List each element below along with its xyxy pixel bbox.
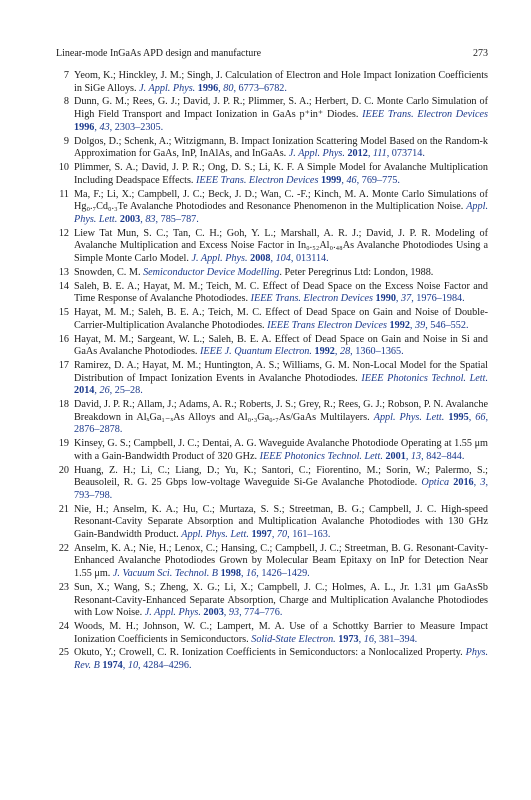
page-number: 273 bbox=[473, 48, 488, 59]
reference-details: 1992, 28, 1360–1365. bbox=[314, 346, 404, 358]
reference-year: 2012 bbox=[347, 148, 368, 160]
reference-pages: 769–775. bbox=[361, 174, 400, 186]
reference-venue: Appl. Phys. Lett. bbox=[74, 201, 488, 225]
reference-item bbox=[56, 281, 488, 306]
reference-year: 1999 bbox=[320, 174, 342, 186]
reference-item bbox=[56, 647, 488, 672]
reference-year: 1996 bbox=[74, 121, 95, 133]
reference-pages: 793–798. bbox=[74, 489, 113, 501]
reference-authors-title: Nie, H.; Anselm, K. A.; Hu, C.; Murtaza, S. S.; Streetman, B. G.; Campbell, J. C. High-speed Resonant-Cavity Separate Absorption and Multiplication Avalanche Photodiodes with 130 GHz Gain-Bandwidth Product. bbox=[74, 503, 488, 540]
reference-volume: 83 bbox=[145, 213, 156, 225]
reference-authors-title: Sun, X.; Wang, S.; Zheng, X. G.; Li, X.; Campbell, J. C.; Holmes, A. L., Jr. 1.31 μm GaAsSb Resonant-Cavity-Enhanced Separate Absorption, Charge and Multiplication Avalanche Photodiodes with Low Noise. bbox=[74, 581, 488, 619]
reference-item bbox=[56, 162, 488, 187]
reference-details: 1996, 80, 6773–6782. bbox=[197, 82, 287, 94]
reference-pages: 1426–1429. bbox=[261, 568, 310, 580]
reference-number: 9 bbox=[63, 135, 69, 147]
reference-authors-title: Huang, Z. H.; Li, C.; Liang, D.; Yu, K.; Santori, C.; Fiorentino, M.; Sorin, W.; Palermo, S.; Beausoleil, R. G. 25 Gbps low-voltage Waveguide Si-Ge Avalanche Photodiode. bbox=[74, 464, 488, 489]
reference-volume: 111 bbox=[372, 148, 387, 160]
reference-venue: J. Appl. Phys. bbox=[144, 607, 201, 619]
reference-item bbox=[56, 504, 488, 542]
reference-year: 2001 bbox=[385, 450, 406, 462]
reference-venue: J. Appl. Phys. bbox=[191, 252, 248, 264]
reference-number: 19 bbox=[58, 438, 69, 450]
reference-volume: 80 bbox=[223, 82, 234, 94]
reference-authors-title: Dunn, G. M.; Rees, G. J.; David, J. P. R.; Plimmer, S. A.; Herbert, D. C. Monte Carlo Simulation of High Field Transport and Impact Ionization in GaAs p⁺in⁺ Diodes. bbox=[74, 96, 488, 121]
reference-number: 11 bbox=[59, 188, 69, 200]
reference-pages: 1976–1984. bbox=[416, 293, 465, 305]
reference-year: 1995 bbox=[448, 411, 469, 423]
reference-number: 7 bbox=[63, 70, 69, 81]
reference-volume: 3 bbox=[480, 477, 486, 489]
reference-authors-title: Woods, M. H.; Johnson, W. C.; Lampert, M. A. Use of a Schottky Barrier to Measure Impact Ionization Coefficients in Semiconductors. bbox=[74, 620, 488, 645]
reference-authors-title: Ma, F.; Li, X.; Campbell, J. C.; Beck, J. D.; Wan, C. -F.; Kinch, M. A. Monte Carlo Simulations of Hg₀.₇Cd₀.₃Te Avalanche Photodiodes and Resonance Phenomenon in the Multiplication Noise. bbox=[74, 188, 488, 213]
reference-item bbox=[56, 621, 488, 646]
reference-details: 1974, 10, 4284–4296. bbox=[102, 660, 192, 672]
reference-details: 1990, 37, 1976–1984. bbox=[375, 293, 465, 305]
reference-item bbox=[56, 543, 488, 581]
reference-number: 18 bbox=[58, 399, 69, 411]
reference-venue: Optica bbox=[421, 477, 450, 489]
reference-pages: 25–28. bbox=[114, 385, 143, 397]
reference-number: 24 bbox=[58, 620, 69, 632]
reference-volume: 13 bbox=[410, 450, 422, 462]
reference-year: 1998 bbox=[220, 568, 241, 580]
reference-details: 2014, 26, 25–28. bbox=[74, 385, 143, 397]
reference-venue: IEEE Trans. Electron Devices bbox=[362, 109, 488, 121]
reference-details: 2001, 13, 842–844. bbox=[385, 450, 465, 462]
reference-volume: 16 bbox=[246, 568, 257, 580]
reference-details: 2003, 83, 785–787. bbox=[119, 213, 199, 225]
reference-volume: 16 bbox=[363, 633, 374, 645]
reference-details: 2016, 3, 793–798. bbox=[74, 477, 489, 501]
reference-volume: 37 bbox=[401, 293, 412, 305]
reference-volume: 43 bbox=[99, 121, 110, 133]
reference-authors-title: Anselm, K. A.; Nie, H.; Lenox, C.; Hansing, C.; Campbell, J. C.; Streetman, B. G. Resonant-Cavity-Enhanced Avalanche Photodiodes Grown by Molecular Beam Epitaxy on InP for Detection Near 1.55 μm. bbox=[74, 542, 488, 580]
reference-year: 1997 bbox=[251, 528, 272, 540]
reference-number: 14 bbox=[58, 280, 69, 292]
reference-venue: J. Vacuum Sci. Technol. B bbox=[112, 568, 219, 580]
reference-item bbox=[56, 360, 488, 398]
reference-pages: 546–552. bbox=[430, 319, 469, 331]
reference-authors-title: Hayat, M. M.; Saleh, B. E. A.; Teich, M. C. Effect of Dead Space on Gain and Noise of Double-Carrier-Multiplication Avalanche Photodiodes. bbox=[74, 307, 488, 331]
reference-details: 2012, 111, 073714. bbox=[347, 148, 425, 160]
reference-details: 1997, 70, 161–163. bbox=[251, 528, 331, 540]
reference-number: 12 bbox=[58, 227, 69, 239]
reference-year: 2016 bbox=[453, 477, 474, 489]
reference-volume: 70 bbox=[276, 528, 288, 540]
reference-details: 1999, 46, 769–775. bbox=[320, 174, 400, 186]
reference-volume: 28 bbox=[339, 346, 351, 358]
reference-authors-title: Ramirez, D. A.; Hayat, M. M.; Huntington, A. S.; Williams, G. M. Non-Local Model for the Spatial Distribution of Impact Ionization Events in Avalanche Photodiodes. bbox=[74, 360, 488, 384]
reference-details: 1996, 43, 2303–2305. bbox=[74, 121, 164, 133]
reference-venue: Solid-State Electron. bbox=[251, 633, 336, 645]
reference-authors-title: Okuto, Y.; Crowell, C. R. Ionization Coefficients in Semiconductors: a Nonlocalized Property. bbox=[74, 647, 463, 659]
reference-venue: IEEE Trans Electron Devices bbox=[267, 319, 387, 331]
reference-pages: 6773–6782. bbox=[238, 82, 287, 94]
reference-item bbox=[56, 334, 488, 359]
reference-venue: J. Appl. Phys. bbox=[139, 82, 196, 94]
reference-number: 25 bbox=[58, 647, 69, 659]
reference-number: 8 bbox=[63, 96, 69, 108]
reference-pages: 2876–2878. bbox=[74, 424, 123, 436]
reference-pages: 4284–4296. bbox=[143, 660, 192, 672]
reference-number: 17 bbox=[58, 360, 69, 372]
reference-venue: IEEE Trans. Electron Devices bbox=[250, 293, 373, 305]
reference-pages: 161–163. bbox=[292, 528, 331, 540]
reference-item bbox=[56, 228, 488, 266]
reference-year: 1974 bbox=[102, 660, 123, 672]
reference-pages: 785–787. bbox=[160, 213, 199, 225]
reference-item bbox=[56, 136, 488, 161]
reference-number: 23 bbox=[58, 581, 69, 593]
reference-item bbox=[56, 465, 488, 503]
reference-details: 2008, 104, 013114. bbox=[250, 252, 329, 264]
reference-authors-title: Snowden, C. M. bbox=[74, 266, 141, 278]
reference-venue: Appl. Phys. Lett. bbox=[181, 528, 249, 540]
reference-year: 2003 bbox=[119, 213, 141, 225]
reference-year: 2008 bbox=[250, 252, 271, 264]
reference-year: 1992 bbox=[314, 346, 335, 358]
reference-venue: Phys. Rev. B bbox=[74, 647, 488, 672]
reference-details: 1973, 16, 381–394. bbox=[338, 633, 418, 645]
reference-year: 2014 bbox=[74, 385, 95, 397]
reference-authors-title: Yeom, K.; Hinckley, J. M.; Singh, J. Calculation of Electron and Hole Impact Ionization Coefficients in SiGe Alloys. bbox=[74, 70, 488, 94]
reference-number: 22 bbox=[58, 542, 69, 554]
reference-year: 1996 bbox=[197, 82, 219, 94]
reference-item bbox=[56, 399, 488, 437]
reference-item bbox=[56, 438, 488, 463]
reference-venue: IEEE Photonics Technol. Lett. bbox=[259, 450, 383, 462]
reference-item bbox=[56, 582, 488, 620]
reference-details: 2003, 93, 774–776. bbox=[203, 607, 283, 619]
reference-pages: 774–776. bbox=[244, 607, 283, 619]
reference-authors-title: Hayat, M. M.; Sargeant, W. L.; Saleh, B. E. A. Effect of Dead Space on Gain and Noise in Si and GaAs Avalanche Photodiodes. bbox=[74, 333, 488, 358]
reference-number: 16 bbox=[58, 333, 69, 345]
reference-number: 20 bbox=[58, 464, 69, 476]
reference-item bbox=[56, 70, 488, 95]
reference-pages: 381–394. bbox=[379, 633, 418, 645]
reference-details: 1992, 39, 546–552. bbox=[389, 319, 469, 331]
reference-number: 10 bbox=[58, 162, 69, 174]
reference-volume: 26 bbox=[99, 385, 110, 397]
reference-item bbox=[56, 96, 488, 134]
running-title: Linear-mode InGaAs APD design and manufacture bbox=[56, 48, 262, 59]
reference-year: 1973 bbox=[338, 633, 359, 645]
reference-pages: 073714. bbox=[391, 148, 425, 160]
reference-pages: 842–844. bbox=[426, 450, 465, 462]
reference-venue: IEEE Trans. Electron Devices bbox=[196, 174, 319, 186]
reference-authors-title: Dolgos, D.; Schenk, A.; Witzigmann, B. Impact Ionization Scattering Model Based on the Random-k Approximation for GaAs, InP, InAlAs, and InGaAs. bbox=[74, 135, 488, 160]
page-header bbox=[56, 48, 488, 59]
reference-number: 15 bbox=[58, 307, 69, 319]
reference-year: 2003 bbox=[203, 607, 224, 619]
reference-volume: 93 bbox=[228, 607, 240, 619]
reference-authors-title: Plimmer, S. A.; David, J. P. R.; Ong, D. S.; Li, K. F. A Simple Model for Avalanche Multiplication Including Deadspace Effects. bbox=[74, 162, 488, 186]
reference-venue: Semiconductor Device Modelling bbox=[143, 266, 280, 278]
reference-volume: 66 bbox=[475, 411, 486, 423]
reference-volume: 10 bbox=[127, 660, 139, 672]
reference-volume: 104 bbox=[275, 252, 291, 264]
reference-item bbox=[56, 267, 488, 280]
reference-year: 1992 bbox=[389, 319, 410, 331]
reference-publisher: . Peter Peregrinus Ltd: London, 1988. bbox=[279, 266, 434, 278]
reference-authors-title: David, J. P. R.; Allam, J.; Adams, A. R.; Roberts, J. S.; Grey, R.; Rees, G. J.; Robson, P. N. Avalanche Breakdown in AlₓGa₁₋ₓAs Alloys and Al₀.₃Ga₀.₇As/GaAs Multilayers. bbox=[74, 399, 489, 423]
reference-venue: IEEE Photonics Technol. Lett. bbox=[361, 372, 489, 384]
reference-pages: 1360–1365. bbox=[355, 346, 404, 358]
reference-venue: IEEE J. Quantum Electron. bbox=[200, 346, 312, 358]
reference-details: 1998, 16, 1426–1429. bbox=[220, 568, 310, 580]
reference-authors-title: Kinsey, G. S.; Campbell, J. C.; Dentai, A. G. Waveguide Avalanche Photodiode Operating at 1.55 μm with a Gain-Bandwidth Product of 320 GHz. bbox=[74, 438, 488, 462]
reference-pages: 2303–2305. bbox=[114, 121, 164, 133]
reference-venue: Appl. Phys. Lett. bbox=[373, 411, 445, 423]
reference-item bbox=[56, 189, 488, 227]
reference-number: 21 bbox=[58, 503, 69, 515]
reference-pages: 013114. bbox=[295, 252, 329, 264]
reference-list bbox=[56, 70, 488, 674]
reference-item bbox=[56, 307, 488, 332]
reference-year: 1990 bbox=[375, 293, 396, 305]
reference-volume: 39 bbox=[415, 319, 426, 331]
reference-details: 1995, 66, 2876–2878. bbox=[74, 411, 489, 436]
reference-number: 13 bbox=[58, 266, 69, 278]
reference-authors-title: Liew Tat Mun, S. C.; Tan, C. H.; Goh, Y. L.; Marshall, A. R. J.; David, J. P. R. Modeling of Avalanche Multiplication and Excess Noise Factor in In₀.₅₂Al₀.₄₈As Avalanche Photodiodes Using a Simple Monte Carlo Model. bbox=[74, 227, 488, 264]
reference-volume: 46 bbox=[346, 174, 357, 186]
reference-authors-title: Saleh, B. E. A.; Hayat, M. M.; Teich, M. C. Effect of Dead Space on the Excess Noise Factor and Time Response of Avalanche Photodiodes. bbox=[74, 280, 488, 305]
reference-venue: J. Appl. Phys. bbox=[288, 148, 345, 160]
